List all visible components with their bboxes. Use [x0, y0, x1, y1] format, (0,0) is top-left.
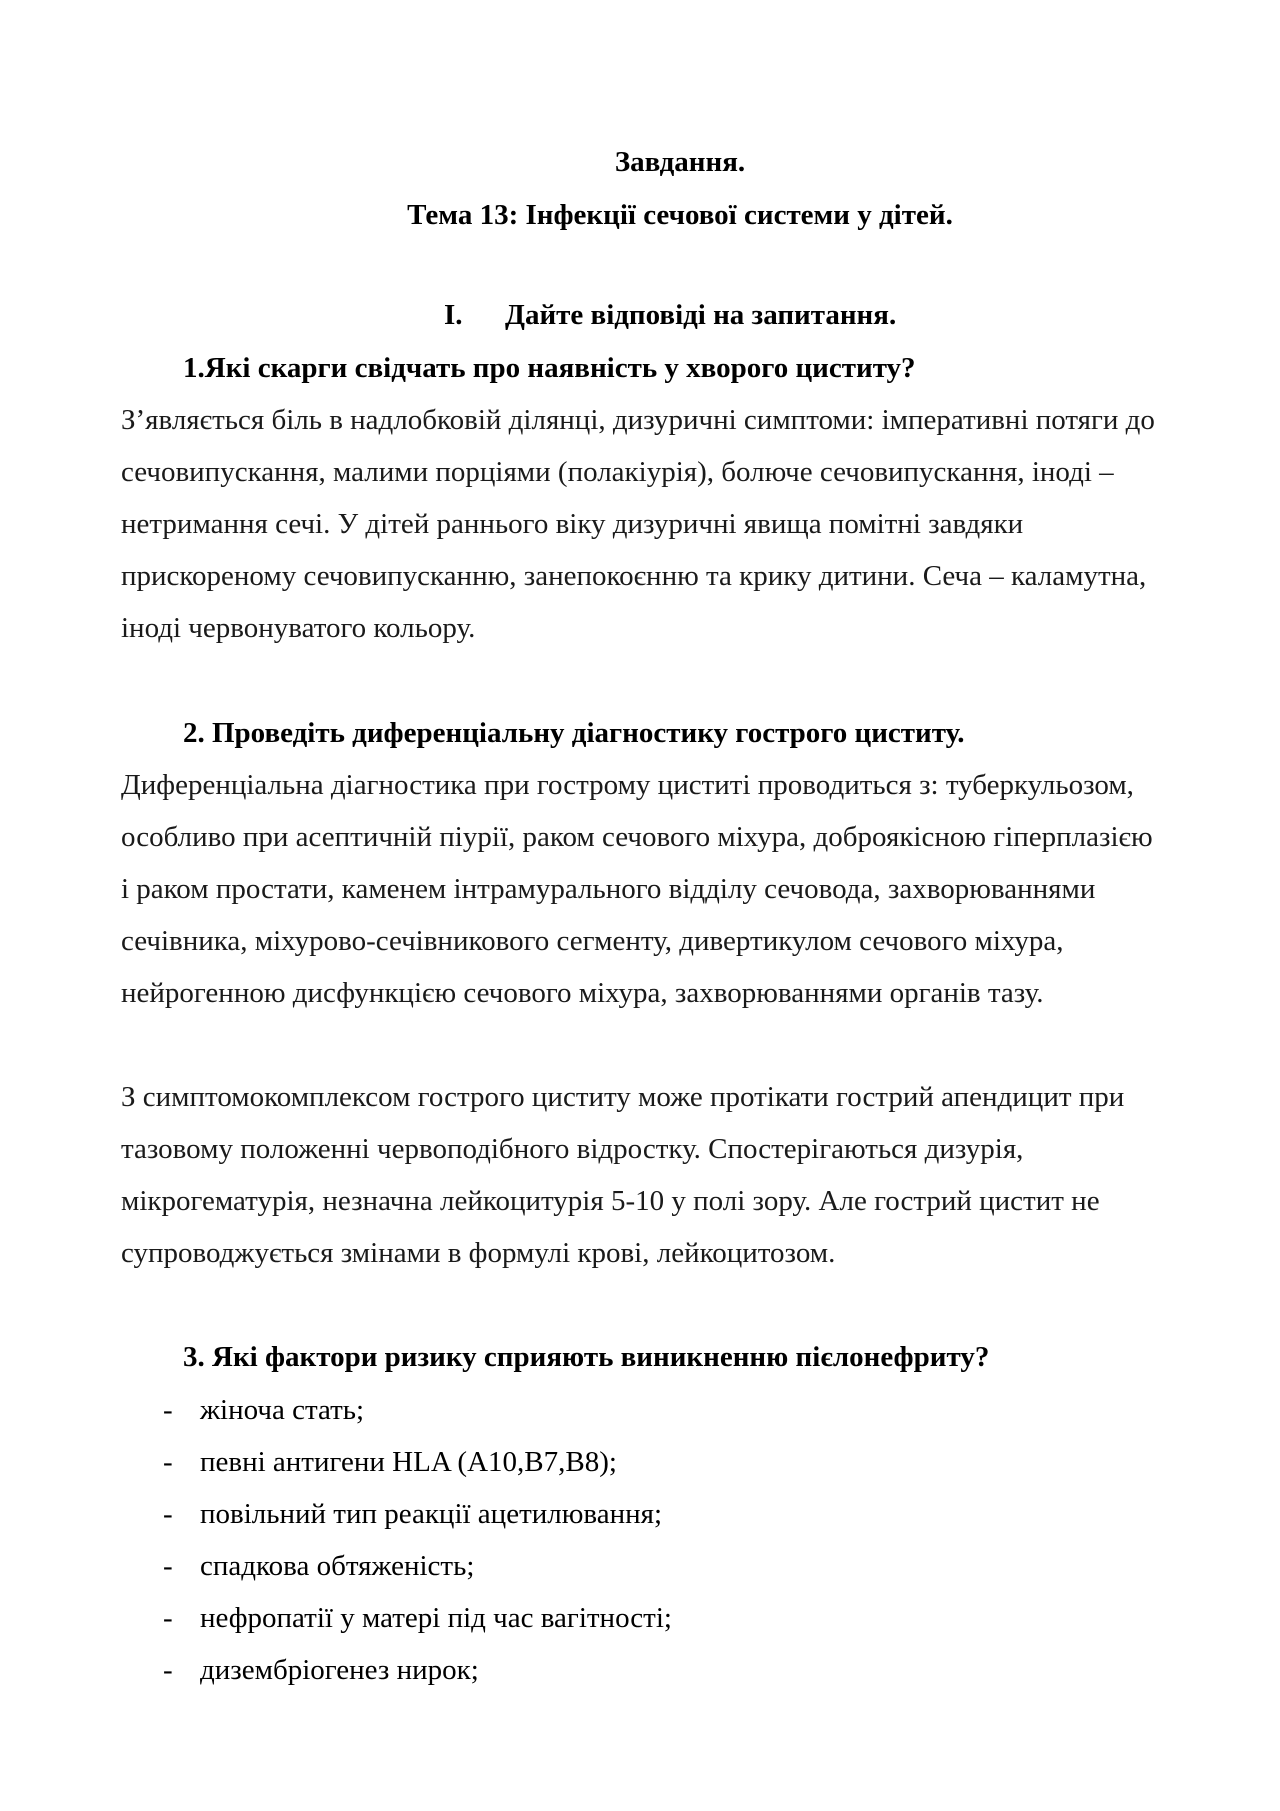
answer-2-line: сечівника, міхурово-сечівникового сегменту, дивертикулом сечового міхура, [121, 925, 1064, 957]
list-bullet: - [163, 1550, 173, 1582]
topic-title: Тема 13: Інфекції сечової системи у дітей. [407, 199, 953, 231]
answer-2-line: і раком простати, каменем інтрамурального відділу сечовода, захворюваннями [121, 873, 1096, 905]
list-item: певні антигени HLA (A10,B7,B8); [200, 1446, 617, 1478]
question-1: 1.Які скарги свідчать про наявність у хворого циститу? [183, 352, 916, 384]
answer-2b-line: супроводжується змінами в формулі крові, лейкоцитозом. [121, 1237, 836, 1269]
list-item: нефропатії у матері під час вагітності; [200, 1602, 672, 1634]
section-number: I. [444, 299, 463, 331]
document-title: Завдання. [614, 146, 746, 178]
list-bullet: - [163, 1498, 173, 1530]
answer-2-line: нейрогенною дисфункцією сечового міхура, захворюваннями органів тазу. [121, 977, 1044, 1009]
answer-1-line: З’являється біль в надлобковій ділянці, дизуричні симптоми: імперативні потяги до [121, 404, 1155, 436]
answer-1-line: прискореному сечовипусканню, занепокоєнню та крику дитини. Сеча – каламутна, [121, 560, 1147, 592]
answer-2b-line: мікрогематурія, незначна лейкоцитурія 5-10 у полі зору. Але гострий цистит не [121, 1185, 1100, 1217]
list-bullet: - [163, 1446, 173, 1478]
list-bullet: - [163, 1654, 173, 1686]
list-bullet: - [163, 1394, 173, 1426]
list-item: спадкова обтяженість; [200, 1550, 475, 1582]
answer-1-line: нетримання сечі. У дітей раннього віку дизуричні явища помітні завдяки [121, 508, 1024, 540]
answer-1-line: іноді червонуватого кольору. [121, 612, 476, 644]
list-item: жіноча стать; [200, 1394, 365, 1426]
answer-2b-line: З симптомокомплексом гострого циститу може протікати гострий апендицит при [121, 1081, 1125, 1113]
answer-1-line: сечовипускання, малими порціями (полакіурія), болюче сечовипускання, іноді – [121, 456, 1114, 488]
answer-2-line: Диференціальна діагностика при гострому циститі проводиться з: туберкульозом, [121, 769, 1134, 801]
answer-2-line: особливо при асептичній піурії, раком сечового міхура, доброякісною гіперплазією [121, 821, 1153, 853]
question-2: 2. Проведіть диференціальну діагностику гострого циститу. [183, 717, 965, 749]
list-bullet: - [163, 1602, 173, 1634]
list-item: повільний тип реакції ацетилювання; [200, 1498, 663, 1530]
answer-2b-line: тазовому положенні червоподібного відростку. Спостерігаються дизурія, [121, 1133, 1024, 1165]
question-3: 3. Які фактори ризику сприяють виникненню пієлонефриту? [183, 1341, 990, 1373]
list-item: дизембріогенез нирок; [200, 1654, 479, 1686]
section-title: Дайте відповіді на запитання. [505, 299, 897, 331]
